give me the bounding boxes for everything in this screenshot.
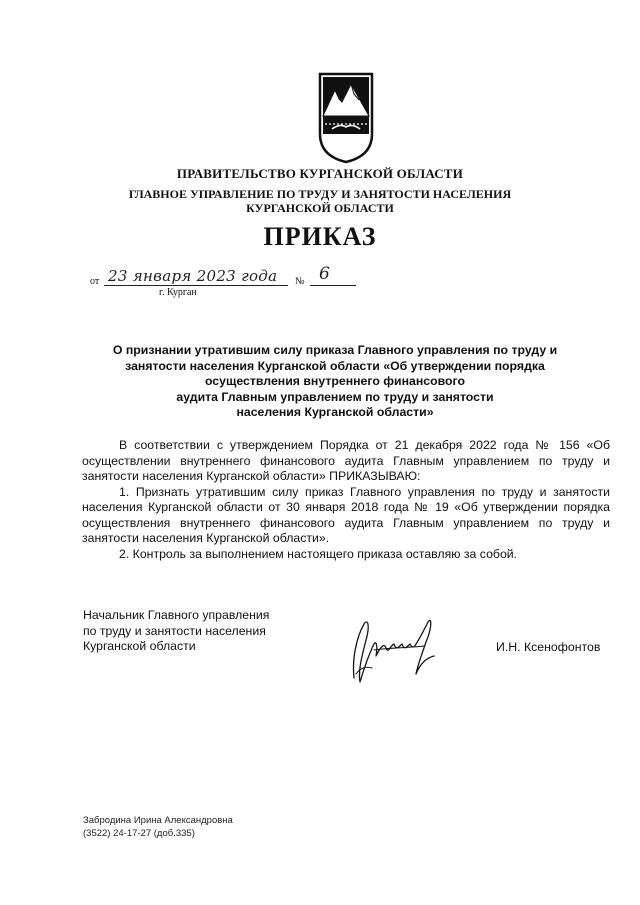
order-title-line: населения Курганской области» — [236, 405, 434, 419]
government-title: ПРАВИТЕЛЬСТВО КУРГАНСКОЙ ОБЛАСТИ — [176, 166, 464, 181]
signer-position-line: по труду и занятости населения — [83, 623, 266, 638]
number-sign: № — [295, 276, 305, 287]
date-underline — [104, 285, 288, 286]
preamble-paragraph: В соответствии с утверждением Порядка от 21 декабря 2022 года № 156 «Об осуществлении внутреннего финансового аудита Главным управлением по труду и занятости населения Курганской области» ПРИКАЗЫВАЮ: — [82, 438, 610, 483]
signer-position-line: Начальник Главного управления — [83, 608, 270, 622]
executor-footer — [83, 814, 233, 840]
item-2-paragraph: 2. Контроль за выполнением настоящего приказа оставляю за собой. — [119, 546, 518, 561]
order-number-handwritten: 6 — [319, 264, 330, 284]
order-title-line: аудита Главным управлением по труду и занятости — [176, 389, 494, 404]
coat-of-arms-emblem — [318, 72, 374, 164]
number-underline — [310, 285, 356, 286]
signer-name: И.Н. Ксенофонтов — [496, 640, 601, 654]
order-body — [82, 438, 610, 562]
signer-position-line: Курганской области — [83, 639, 196, 653]
date-prefix: от — [90, 276, 100, 287]
order-title-line: занятости населения Курганской области «Об утверждении порядка — [125, 358, 545, 373]
department-title-line1: ГЛАВНОЕ УПРАВЛЕНИЕ ПО ТРУДУ И ЗАНЯТОСТИ НАСЕЛЕНИЯ — [128, 187, 512, 201]
item-1-paragraph: 1. Признать утратившим силу приказ Главного управления по труду и занятости населения Курганской области от 30 января 2018 года № 19 «Об утверждении порядка осуществления внутреннего финансового аудита Главным управлением по труду и занятости населения Курганской области». — [82, 484, 610, 545]
order-title-line: осуществления внутреннего финансового — [204, 374, 466, 388]
executor-phone: (3522) 24-17-27 (доб.335) — [83, 828, 195, 839]
executor-name: Забродина Ирина Александровна — [83, 815, 233, 826]
order-title — [90, 343, 580, 421]
order-title-line: О признании утратившим силу приказа Главного управления по труду и — [112, 343, 558, 357]
order-date-number-line — [88, 266, 368, 302]
department-title-line2: КУРГАНСКОЙ ОБЛАСТИ — [246, 201, 394, 215]
document-type-heading: ПРИКАЗ — [263, 222, 377, 251]
handwritten-signature — [346, 608, 446, 688]
signer-position — [83, 608, 269, 655]
city: г. Курган — [159, 287, 197, 298]
order-date-handwritten: 23 января 2023 года — [108, 267, 278, 285]
